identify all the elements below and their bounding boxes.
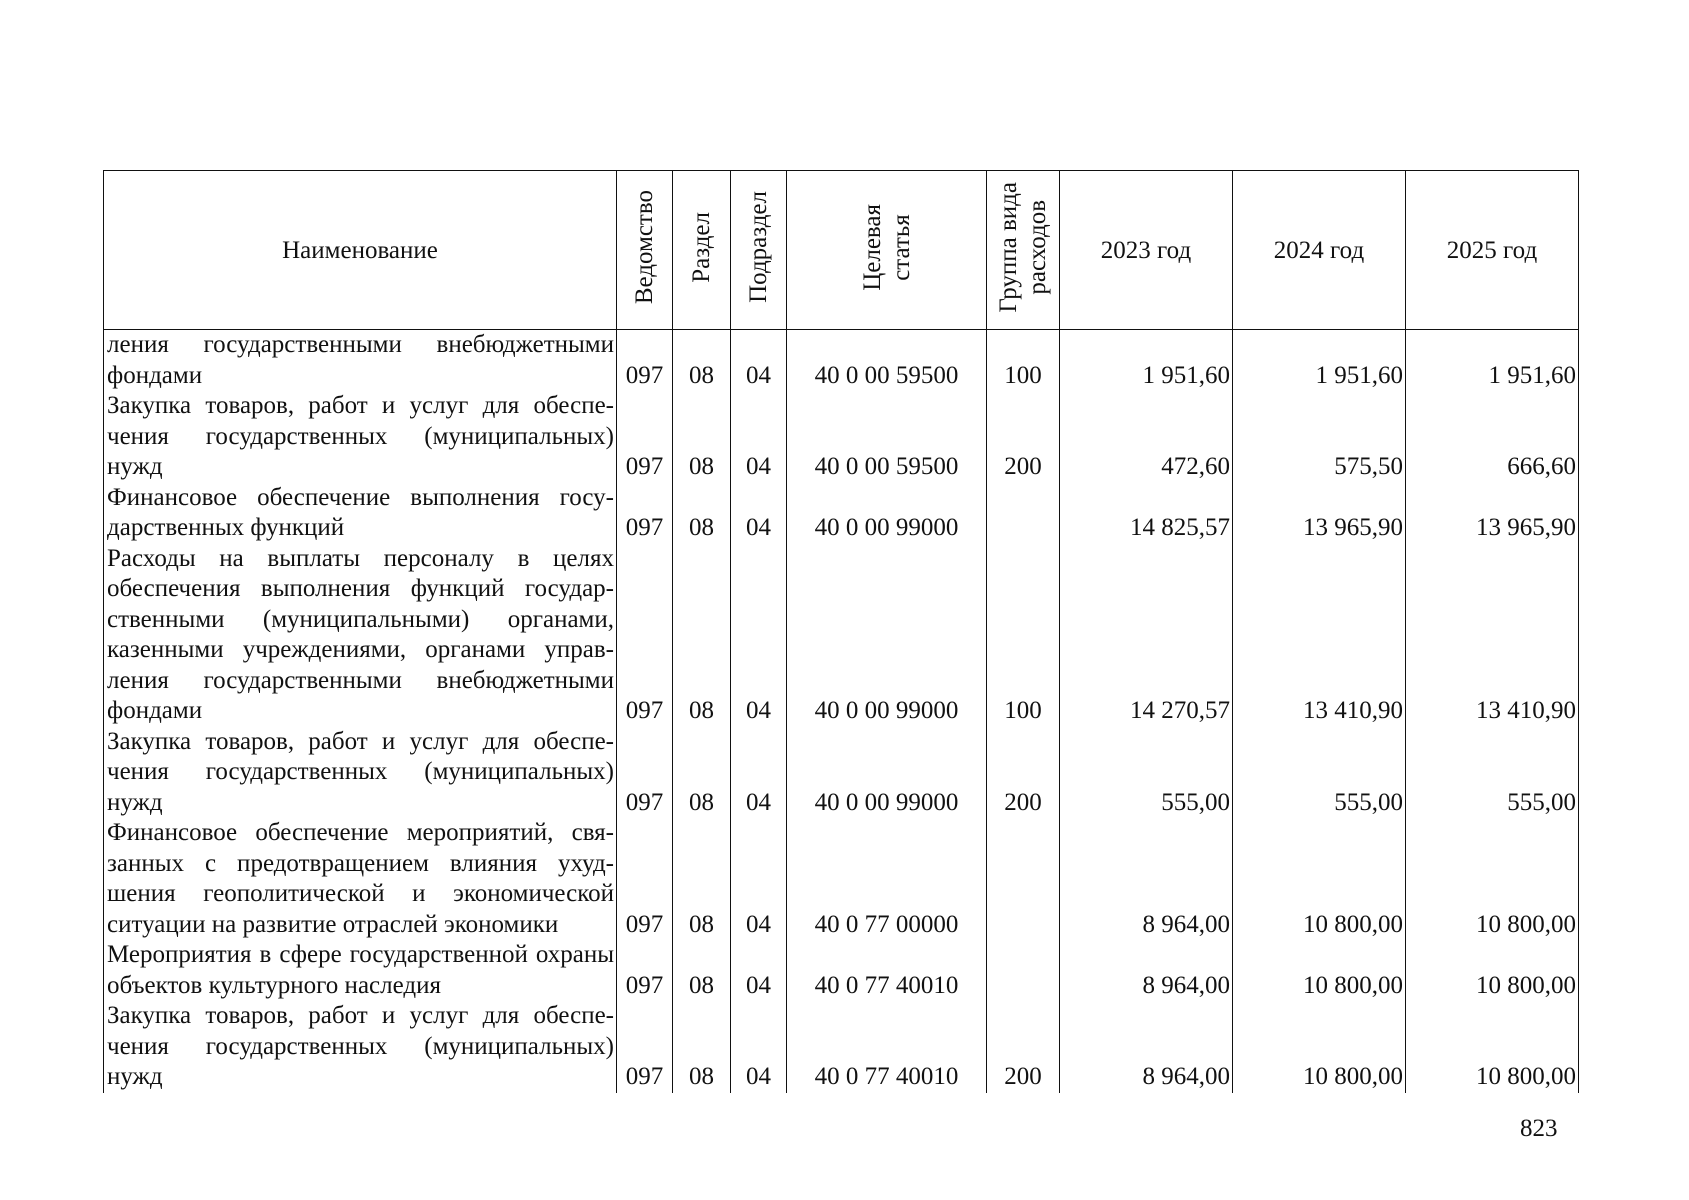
row-podrazdel: 04 bbox=[731, 940, 787, 1001]
row-name: Финансовое обеспечение выполнения государственных функций bbox=[104, 483, 617, 544]
row-gruppa bbox=[987, 818, 1060, 940]
row-2025: 666,60 bbox=[1406, 391, 1579, 483]
row-podrazdel: 04 bbox=[731, 727, 787, 819]
header-2024: 2024 год bbox=[1233, 171, 1406, 330]
table-row bbox=[104, 391, 1579, 483]
header-podrazdel: Подраздел bbox=[731, 171, 787, 330]
row-razdel: 08 bbox=[673, 818, 731, 940]
row-name: Расходы на выплаты персоналу в целях обеспечения выполнения функций государственными (муниципальными) органами, казенными учреждениями, органами управления государственными внебюджетными фондами bbox=[104, 544, 617, 727]
row-gruppa bbox=[987, 940, 1060, 1001]
row-2025: 10 800,00 bbox=[1406, 940, 1579, 1001]
row-2025: 10 800,00 bbox=[1406, 818, 1579, 940]
row-2023: 8 964,00 bbox=[1060, 940, 1233, 1001]
row-celevaya-statya: 40 0 00 59500 bbox=[787, 330, 987, 392]
row-2024: 1 951,60 bbox=[1233, 330, 1406, 392]
row-vedomstvo: 097 bbox=[617, 391, 673, 483]
row-2023: 14 270,57 bbox=[1060, 544, 1233, 727]
row-podrazdel: 04 bbox=[731, 1001, 787, 1093]
row-gruppa: 200 bbox=[987, 1001, 1060, 1093]
row-2023: 8 964,00 bbox=[1060, 818, 1233, 940]
row-2025: 555,00 bbox=[1406, 727, 1579, 819]
row-celevaya-statya: 40 0 77 40010 bbox=[787, 940, 987, 1001]
table-row bbox=[104, 727, 1579, 819]
row-2024: 10 800,00 bbox=[1233, 940, 1406, 1001]
row-vedomstvo: 097 bbox=[617, 544, 673, 727]
row-gruppa: 200 bbox=[987, 727, 1060, 819]
row-name: Закупка товаров, работ и услуг для обеспечения государственных (муниципальных) нужд bbox=[104, 1001, 617, 1093]
row-name: Закупка товаров, работ и услуг для обеспечения государственных (муниципальных) нужд bbox=[104, 727, 617, 819]
row-2024: 10 800,00 bbox=[1233, 1001, 1406, 1093]
row-razdel: 08 bbox=[673, 727, 731, 819]
header-vedomstvo: Ведомство bbox=[617, 171, 673, 330]
row-celevaya-statya: 40 0 00 59500 bbox=[787, 391, 987, 483]
row-gruppa: 100 bbox=[987, 544, 1060, 727]
row-celevaya-statya: 40 0 00 99000 bbox=[787, 727, 987, 819]
table-row bbox=[104, 818, 1579, 940]
row-2023: 555,00 bbox=[1060, 727, 1233, 819]
header-razdel: Раздел bbox=[673, 171, 731, 330]
row-2023: 8 964,00 bbox=[1060, 1001, 1233, 1093]
row-gruppa: 100 bbox=[987, 330, 1060, 392]
row-2023: 14 825,57 bbox=[1060, 483, 1233, 544]
row-vedomstvo: 097 bbox=[617, 483, 673, 544]
header-2025: 2025 год bbox=[1406, 171, 1579, 330]
row-2024: 13 965,90 bbox=[1233, 483, 1406, 544]
row-name: Закупка товаров, работ и услуг для обеспечения государственных (муниципальных) нужд bbox=[104, 391, 617, 483]
row-2023: 1 951,60 bbox=[1060, 330, 1233, 392]
row-2023: 472,60 bbox=[1060, 391, 1233, 483]
row-celevaya-statya: 40 0 00 99000 bbox=[787, 483, 987, 544]
row-gruppa: 200 bbox=[987, 391, 1060, 483]
row-podrazdel: 04 bbox=[731, 544, 787, 727]
row-2025: 13 410,90 bbox=[1406, 544, 1579, 727]
row-podrazdel: 04 bbox=[731, 391, 787, 483]
table-row bbox=[104, 483, 1579, 544]
row-name: Мероприятия в сфере государственной охраны объектов культурного наследия bbox=[104, 940, 617, 1001]
row-podrazdel: 04 bbox=[731, 818, 787, 940]
row-celevaya-statya: 40 0 77 40010 bbox=[787, 1001, 987, 1093]
row-2025: 1 951,60 bbox=[1406, 330, 1579, 392]
table-row bbox=[104, 1001, 1579, 1093]
table-row bbox=[104, 940, 1579, 1001]
header-celevaya-statya: Целевая статья bbox=[787, 171, 987, 330]
row-2024: 13 410,90 bbox=[1233, 544, 1406, 727]
row-vedomstvo: 097 bbox=[617, 940, 673, 1001]
page-number: 823 bbox=[1520, 1115, 1558, 1142]
row-2024: 555,00 bbox=[1233, 727, 1406, 819]
row-vedomstvo: 097 bbox=[617, 330, 673, 392]
row-vedomstvo: 097 bbox=[617, 818, 673, 940]
row-vedomstvo: 097 bbox=[617, 727, 673, 819]
row-razdel: 08 bbox=[673, 483, 731, 544]
table-row bbox=[104, 330, 1579, 392]
row-vedomstvo: 097 bbox=[617, 1001, 673, 1093]
row-2024: 575,50 bbox=[1233, 391, 1406, 483]
row-gruppa bbox=[987, 483, 1060, 544]
budget-table bbox=[103, 170, 1579, 1093]
row-razdel: 08 bbox=[673, 391, 731, 483]
row-razdel: 08 bbox=[673, 330, 731, 392]
row-name: Финансовое обеспечение мероприятий, связанных с предотвращением влияния ухудшения геополитической и экономической ситуации на развитие отраслей экономики bbox=[104, 818, 617, 940]
row-celevaya-statya: 40 0 77 00000 bbox=[787, 818, 987, 940]
row-name: ления государственными внебюджетными фондами bbox=[104, 330, 617, 392]
row-2025: 10 800,00 bbox=[1406, 1001, 1579, 1093]
row-2024: 10 800,00 bbox=[1233, 818, 1406, 940]
row-razdel: 08 bbox=[673, 1001, 731, 1093]
row-podrazdel: 04 bbox=[731, 330, 787, 392]
row-podrazdel: 04 bbox=[731, 483, 787, 544]
row-razdel: 08 bbox=[673, 544, 731, 727]
row-celevaya-statya: 40 0 00 99000 bbox=[787, 544, 987, 727]
table-header-row bbox=[104, 171, 1579, 330]
table-row bbox=[104, 544, 1579, 727]
row-2025: 13 965,90 bbox=[1406, 483, 1579, 544]
header-gruppa-vida-rashodov: Группа вида расходов bbox=[987, 171, 1060, 330]
row-razdel: 08 bbox=[673, 940, 731, 1001]
header-2023: 2023 год bbox=[1060, 171, 1233, 330]
header-name: Наименование bbox=[104, 171, 617, 330]
